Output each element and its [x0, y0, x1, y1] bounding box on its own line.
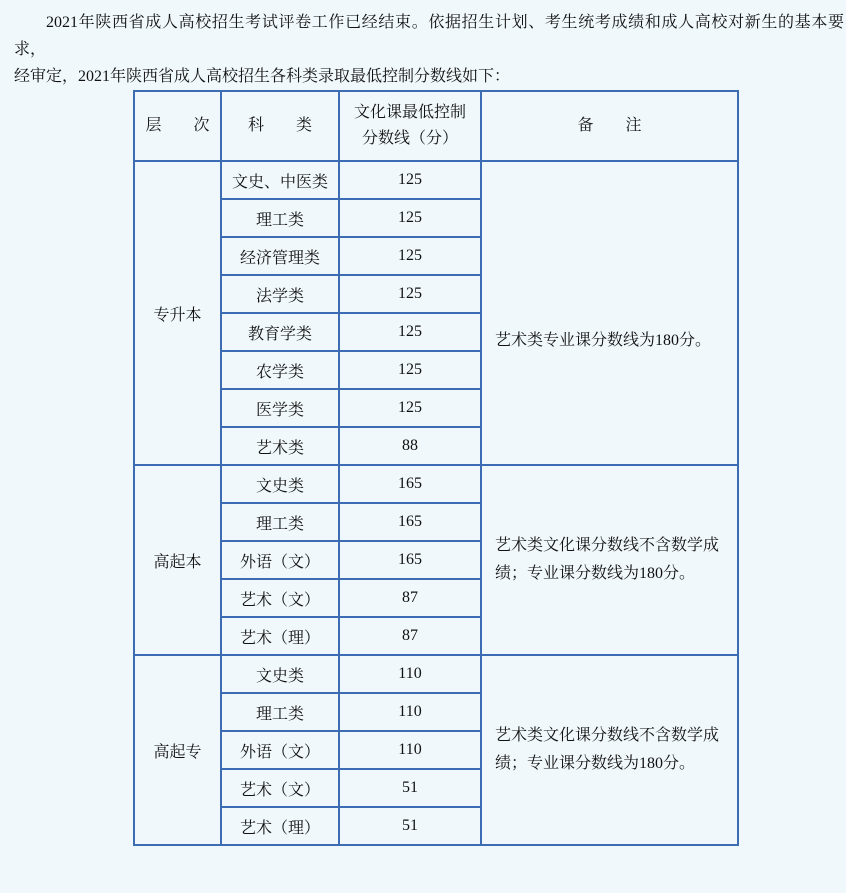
header-category: 科 类 [221, 91, 339, 161]
score-cell: 165 [339, 465, 481, 503]
score-cell: 125 [339, 161, 481, 199]
table-row [134, 465, 738, 503]
category-cell: 艺术（理） [221, 617, 339, 655]
score-table [133, 90, 739, 846]
category-cell: 外语（文） [221, 541, 339, 579]
score-cell: 88 [339, 427, 481, 465]
category-cell: 理工类 [221, 693, 339, 731]
table-row [134, 161, 738, 199]
level-cell: 专升本 [134, 161, 221, 465]
category-cell: 外语（文） [221, 731, 339, 769]
category-cell: 艺术类 [221, 427, 339, 465]
category-cell: 医学类 [221, 389, 339, 427]
level-cell: 高起本 [134, 465, 221, 655]
category-cell: 文史类 [221, 465, 339, 503]
score-cell: 51 [339, 769, 481, 807]
category-cell: 文史、中医类 [221, 161, 339, 199]
score-cell: 110 [339, 655, 481, 693]
score-cell: 51 [339, 807, 481, 845]
score-cell: 125 [339, 313, 481, 351]
category-cell: 法学类 [221, 275, 339, 313]
score-cell: 125 [339, 389, 481, 427]
page [0, 9, 846, 893]
score-cell: 125 [339, 237, 481, 275]
category-cell: 艺术（理） [221, 807, 339, 845]
category-cell: 经济管理类 [221, 237, 339, 275]
score-cell: 87 [339, 617, 481, 655]
header-level: 层 次 [134, 91, 221, 161]
category-cell: 农学类 [221, 351, 339, 389]
score-cell: 125 [339, 199, 481, 237]
score-cell: 125 [339, 351, 481, 389]
category-cell: 艺术（文） [221, 769, 339, 807]
remark-cell: 艺术类文化课分数线不含数学成绩；专业课分数线为180分。 [481, 465, 738, 655]
category-cell: 文史类 [221, 655, 339, 693]
intro-line-1: 2021年陕西省成人高校招生考试评卷工作已经结束。依据招生计划、考生统考成绩和成人高校对新生的基本要求， [14, 14, 844, 58]
category-cell: 理工类 [221, 503, 339, 541]
category-cell: 艺术（文） [221, 579, 339, 617]
table-row [134, 655, 738, 693]
score-cell: 125 [339, 275, 481, 313]
header-row [134, 91, 738, 161]
category-cell: 教育学类 [221, 313, 339, 351]
score-cell: 110 [339, 693, 481, 731]
score-table-body [134, 161, 738, 845]
remark-cell: 艺术类文化课分数线不含数学成绩；专业课分数线为180分。 [481, 655, 738, 845]
header-score [339, 91, 481, 161]
header-score-line1: 文化课最低控制 [353, 104, 466, 121]
remark-cell: 艺术类专业课分数线为180分。 [481, 161, 738, 465]
intro-paragraph [14, 9, 844, 90]
level-cell: 高起专 [134, 655, 221, 845]
header-score-line2: 分数线（分） [361, 130, 458, 147]
score-cell: 165 [339, 503, 481, 541]
score-cell: 87 [339, 579, 481, 617]
score-cell: 165 [339, 541, 481, 579]
header-remark: 备 注 [481, 91, 738, 161]
intro-line-2: 经审定，2021年陕西省成人高校招生各科类录取最低控制分数线如下： [14, 68, 511, 85]
score-cell: 110 [339, 731, 481, 769]
category-cell: 理工类 [221, 199, 339, 237]
